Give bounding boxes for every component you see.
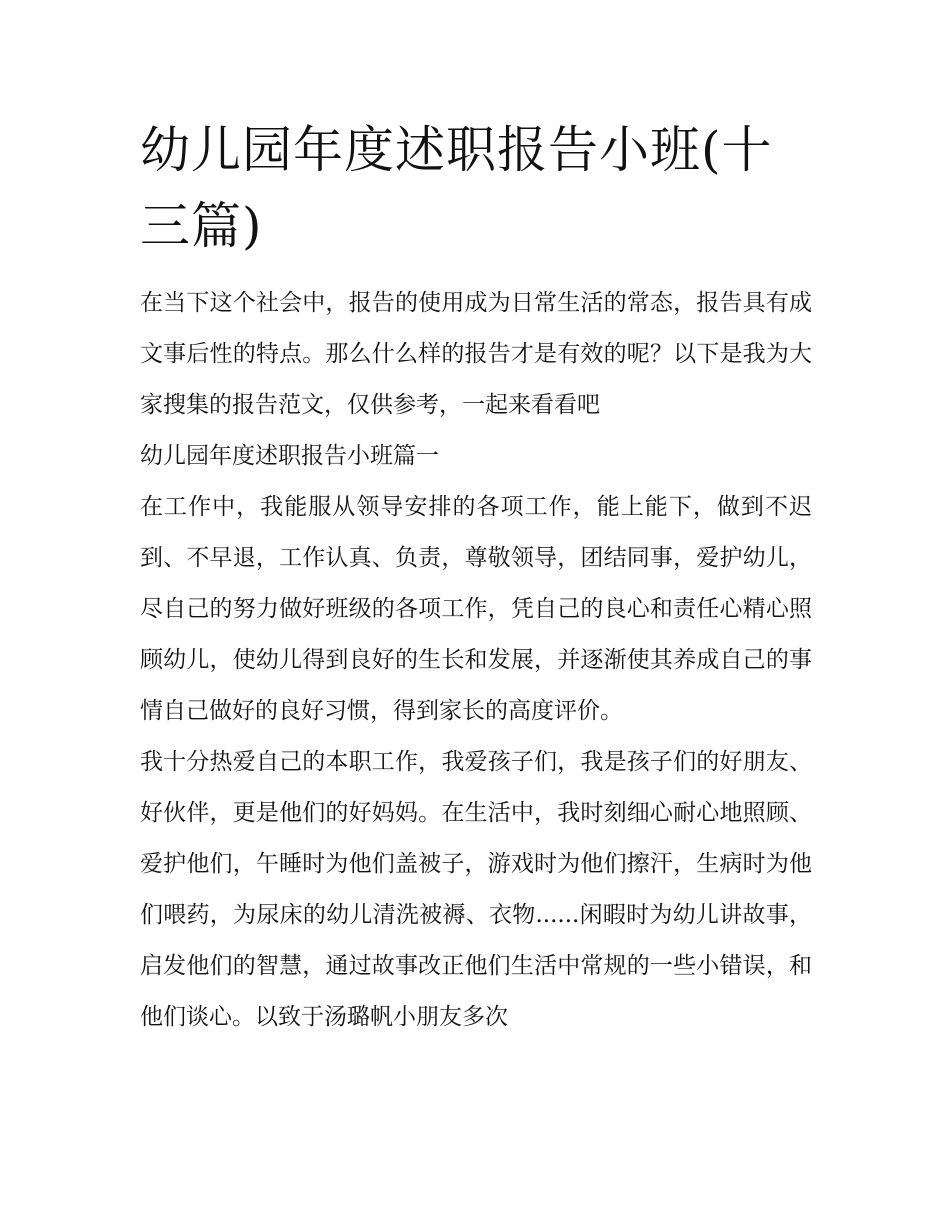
section-heading: 幼儿园年度述职报告小班篇一 bbox=[140, 443, 439, 469]
body-paragraph: 我十分热爱自己的本职工作，我爱孩子们，我是孩子们的好朋友、好伙伴，更是他们的好妈妈。在生活中，我时刻细心耐心地照顾、爱护他们，午睡时为他们盖被子，游戏时为他们擦汗，生病时为他们喂药，为尿床的幼儿清洗被褥、衣物......闲暇时为幼儿讲故事，启发他们的智慧，通过故事改正他们生活中常规的一些小错误，和他们谈心。以致于汤璐帆小朋友多次 bbox=[140, 749, 812, 1030]
document-page bbox=[140, 112, 812, 1043]
body-paragraph: 在工作中，我能服从领导安排的各项工作，能上能下，做到不迟到、不早退，工作认真、负责，尊敬领导，团结同事，爱护幼儿，尽自己的努力做好班级的各项工作，凭自己的良心和责任心精心照顾幼儿，使幼儿得到良好的生长和发展，并逐渐使其养成自己的事情自己做好的良好习惯，得到家长的高度评价。 bbox=[140, 494, 812, 724]
intro-paragraph: 在当下这个社会中，报告的使用成为日常生活的常态，报告具有成文事后性的特点。那么什么样的报告才是有效的呢？以下是我为大家搜集的报告范文，仅供参考，一起来看看吧 bbox=[140, 290, 812, 418]
document-title: 幼儿园年度述职报告小班(十三篇) bbox=[140, 121, 773, 255]
